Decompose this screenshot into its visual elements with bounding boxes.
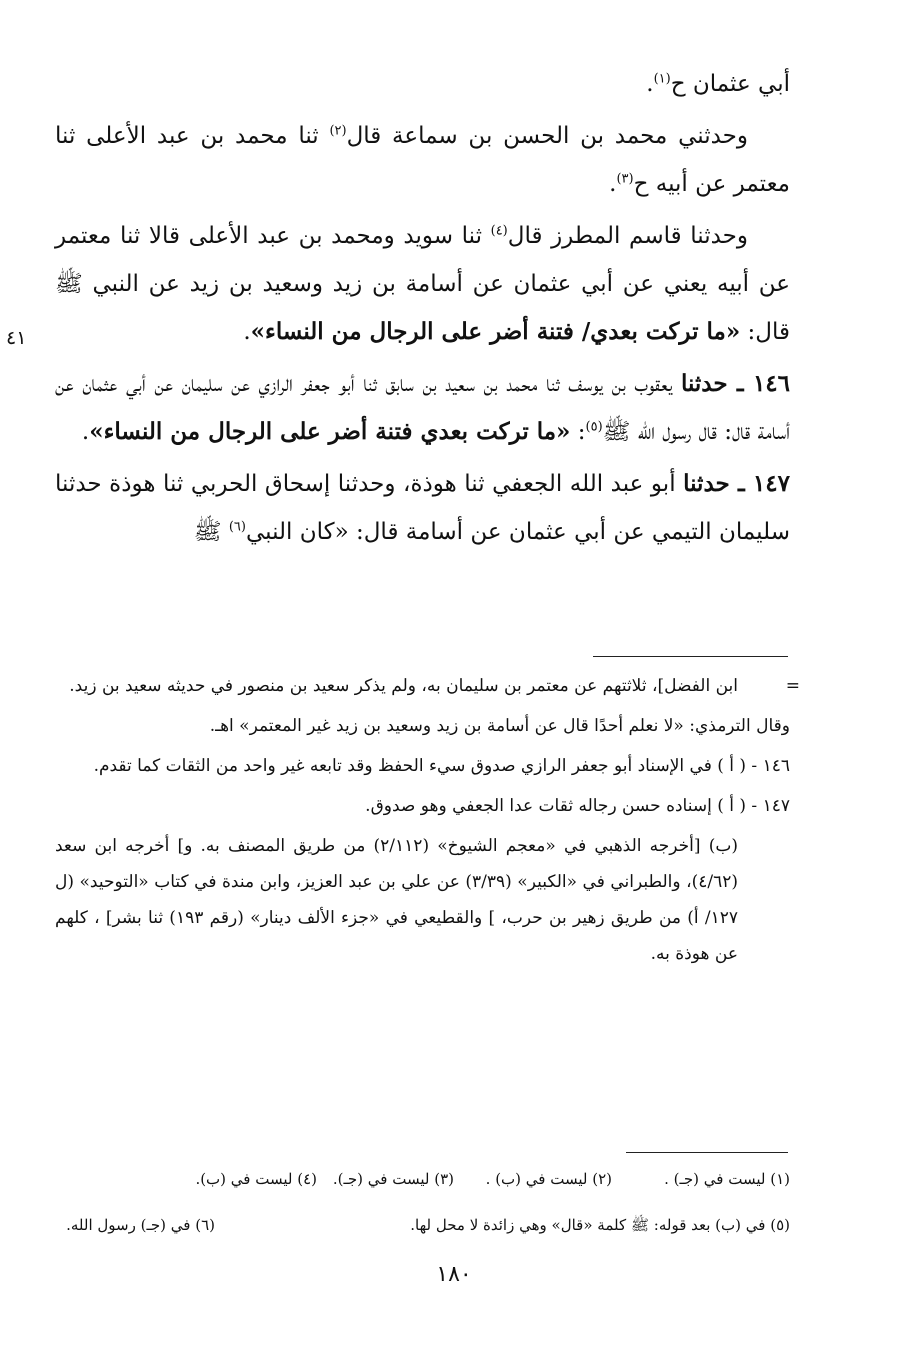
footnotes-row-2 (55, 1212, 790, 1238)
hadith-number: ١٤٧ ـ حدثنا (683, 470, 790, 497)
footnote-3: (٣) ليست في (جـ). (332, 1170, 454, 1188)
manuscript-folio-number: ٤١ (6, 327, 27, 349)
text-run: . (646, 71, 654, 97)
text-run: أبو عبد الله الجعفي ثنا هوذة، وحدثنا إسحاق الحربي ثنا هوذة حدثنا سليمان التيمي عن أبي عثمان عن أسامة قال: «كان النبي (55, 471, 790, 545)
text-run: . (81, 419, 90, 445)
footnote-ref: (٦) (228, 519, 246, 535)
paragraph-2 (55, 112, 790, 208)
note-text: وقال الترمذي: «لا نعلم أحدًا قال عن أسامة بن زيد وسعيد بن زيد غير المعتمر» اهـ. (209, 716, 790, 736)
footnote-ref: (١) (653, 71, 671, 87)
hadith-quote: «ما تركت بعدي فتنة أضر على الرجال من النساء» (89, 418, 571, 445)
hadith-146 (55, 360, 790, 456)
main-text (55, 60, 790, 556)
page-number: ١٨٠ (436, 1262, 472, 1287)
hadith-number: ١٤٦ ـ حدثنا (680, 370, 790, 397)
text-run: أبي عثمان ح (670, 71, 790, 97)
text-run: ثنا سويد ومحمد بن عبد الأعلى قالا ثنا معتمر عن أبيه يعني عن أبي عثمان عن أسامة بن زيد وسعيد بن زيد عن النبي ﷺ قال: (55, 223, 790, 345)
text-run: وحدثني محمد بن الحسن بن سماعة قال (346, 123, 748, 149)
text-run: : (570, 419, 586, 445)
note-continued (55, 668, 800, 744)
text-run: ثنا محمد بن عبد الأعلى ثنا معتمر عن أبيه ح (55, 123, 790, 197)
continuation-mark: = (785, 676, 800, 696)
footnote-4: (٤) ليست في (ب). (195, 1170, 317, 1188)
paragraph-3 (55, 212, 790, 356)
note-147: ١٤٧ - ( أ ) إسناده حسن رجاله ثقات عدا الجعفي وهو صدوق. (365, 796, 790, 816)
paragraph-1 (55, 60, 790, 108)
footnote-1: (١) ليست في (جـ) . (664, 1170, 790, 1188)
footnote-ref: (٣) (616, 171, 634, 187)
text-run: ﷺ (193, 519, 229, 545)
text-run: وحدثنا قاسم المطرز قال (507, 223, 748, 249)
note-text: ابن الفضل]، ثلاثتهم عن معتمر بن سليمان به، ولم يذكر سعيد بن منصور في حديثه سعيد بن زيد. (69, 676, 738, 696)
commentary-notes (55, 668, 800, 976)
notes-divider (593, 656, 788, 657)
footnote-ref: (٤) (490, 223, 508, 239)
hadith-147 (55, 460, 790, 556)
text-run: . (609, 171, 617, 197)
hadith-quote: «ما تركت بعدي/ فتنة أضر على الرجال من النساء» (250, 318, 741, 345)
footnote-ref: (٥) (585, 419, 603, 435)
footnotes-divider (626, 1152, 788, 1153)
note-147-b: (ب) [أخرجه الذهبي في «معجم الشيوخ» (٢/١١٢) من طريق المصنف به. و] أخرجه ابن سعد (٤/٦٢)، والطبراني في «الكبير» (٣/٣٩) عن علي بن عبد العزيز، وابن مندة في كتاب «التوحيد» (ل ١٢٧/ أ) من طريق زهير بن حرب، ] والقطيعي في «جزء الألف دينار» (رقم ١٩٣) ثنا بشر] ، كلهم عن هوذة به. (55, 836, 738, 964)
footnote-5: (٥) في (ب) بعد قوله: ﷺ كلمة «قال» وهي زائدة لا محل لها. (410, 1216, 790, 1234)
footnote-2: (٢) ليست في (ب) . (485, 1170, 612, 1188)
text-run: يعقوب بن يوسف ثنا محمد بن سعيد بن سابق ثنا أبو جعفر الرازي عن سليمان عن أبي عثمان عن أسامة قال: قال رسول الله ﷺ (55, 371, 790, 445)
note-146: ١٤٦ - ( أ ) في الإسناد أبو جعفر الرازي صدوق سيء الحفظ وقد تابعه غير واحد من الثقات كما تقدم. (93, 756, 790, 776)
footnotes-row-1 (55, 1166, 790, 1192)
footnote-6: (٦) في (جـ) رسول الله. (66, 1216, 215, 1234)
text-run: . (243, 319, 251, 345)
footnote-ref: (٢) (329, 123, 347, 139)
